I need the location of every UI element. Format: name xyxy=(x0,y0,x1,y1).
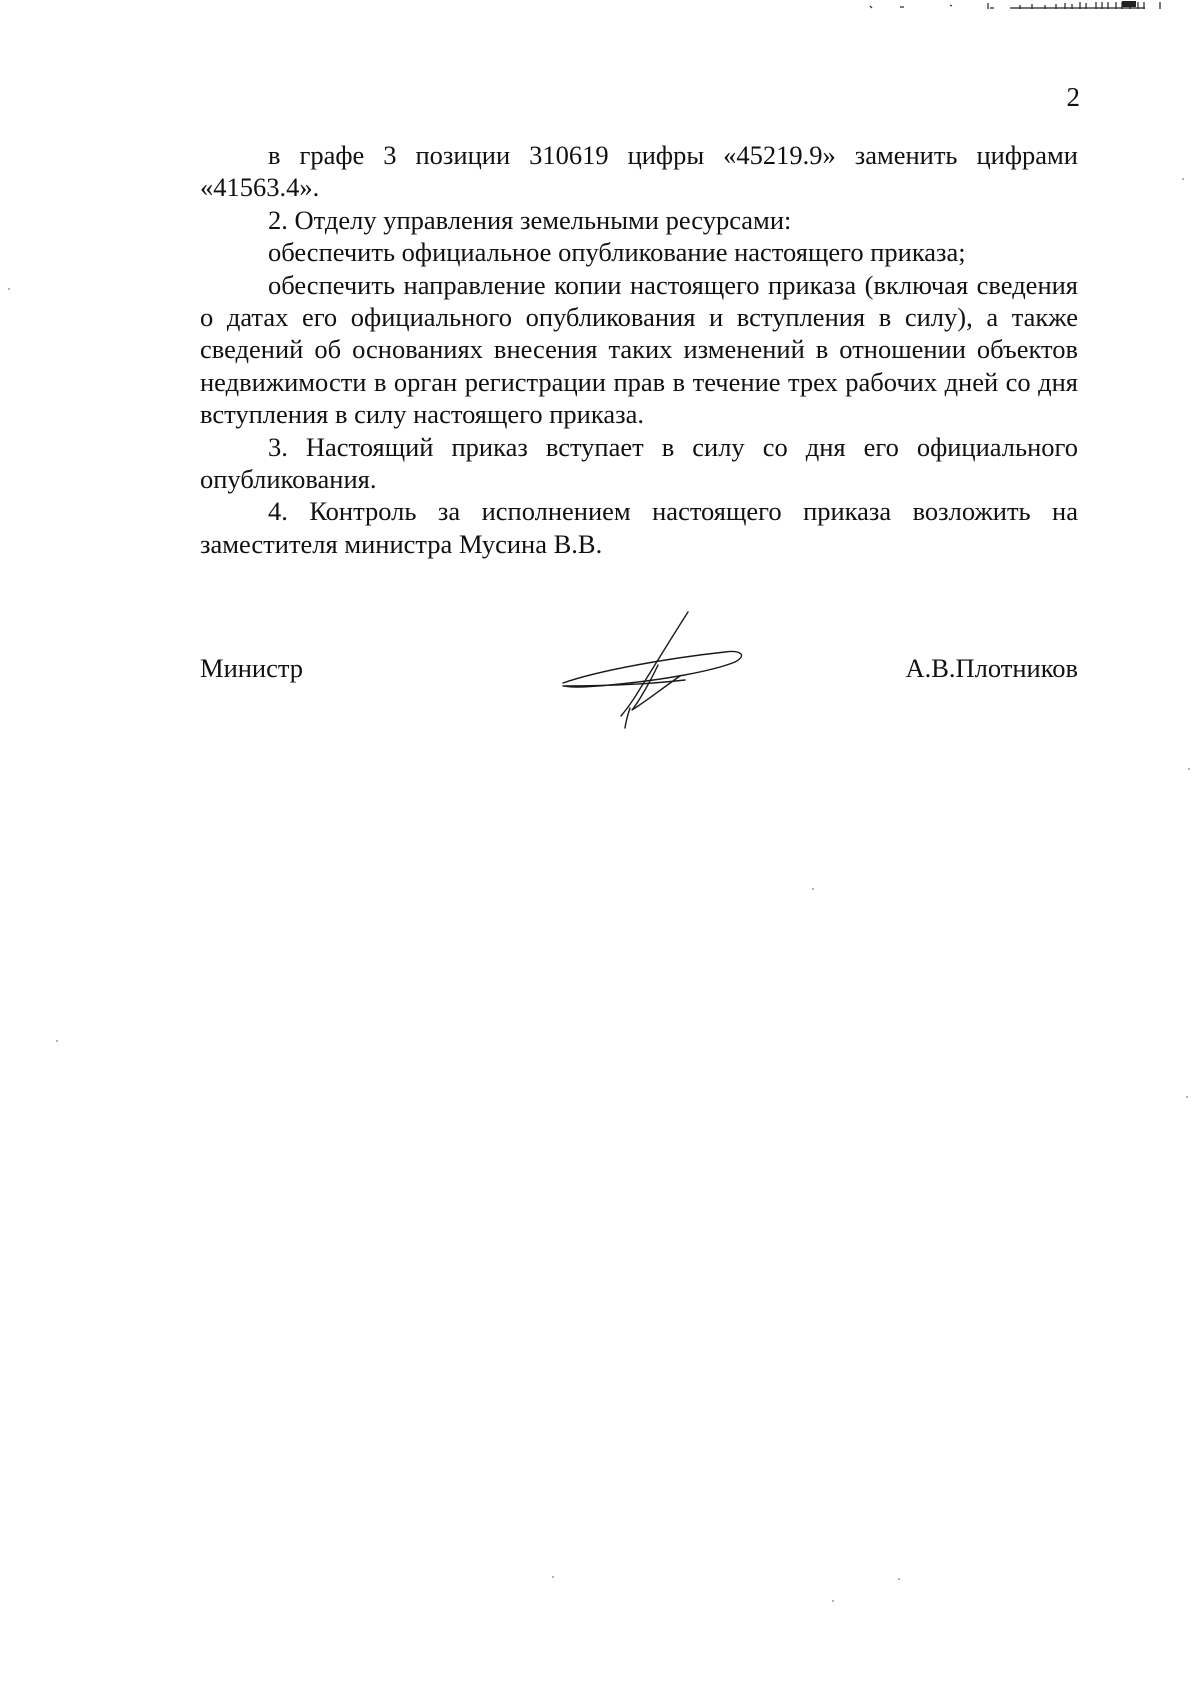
scan-speck xyxy=(1186,1096,1188,1098)
signature-block xyxy=(200,610,1078,740)
scan-speck xyxy=(56,1040,58,1042)
scan-speck xyxy=(812,888,814,890)
paragraph-amendment: в графе 3 позиции 310619 цифры «45219.9» заменить цифрами «41563.4». xyxy=(200,140,1078,203)
paragraph-2-department: 2. Отделу управления земельными ресурсами: xyxy=(268,204,792,235)
scan-speck xyxy=(898,1578,900,1580)
scan-speck xyxy=(8,288,10,290)
page-number: 2 xyxy=(1066,82,1080,112)
scan-speck xyxy=(552,1576,554,1578)
signatory-title: Министр xyxy=(200,653,304,683)
paragraph-3-effective-date: 3. Настоящий приказ вступает в силу со дня его официального опубликования. xyxy=(200,431,1078,495)
handwritten-signature xyxy=(560,610,760,730)
paragraph-publication: обеспечить официальное опубликование настоящего приказа; xyxy=(268,237,966,268)
scan-artifact-marks xyxy=(860,0,1180,12)
scan-speck xyxy=(1182,178,1184,180)
scan-speck xyxy=(1188,768,1190,770)
scan-speck xyxy=(832,1600,834,1602)
paragraph-4-control: 4. Контроль за исполнением настоящего приказа возложить на заместителя министра Мусина В.В. xyxy=(200,496,1078,559)
paragraph-copy-direction: обеспечить направление копии настоящего приказа (включая сведения о датах его официального опубликования и вступления в силу), а также сведений об основаниях внесения таких изменений в отношении объектов недвижимости в орган регистрации прав в течение трех рабочих дней со дня вступления в силу настоящего приказа. xyxy=(200,269,1078,430)
signatory-name: А.В.Плотников xyxy=(905,653,1078,683)
document-body xyxy=(200,139,1078,560)
